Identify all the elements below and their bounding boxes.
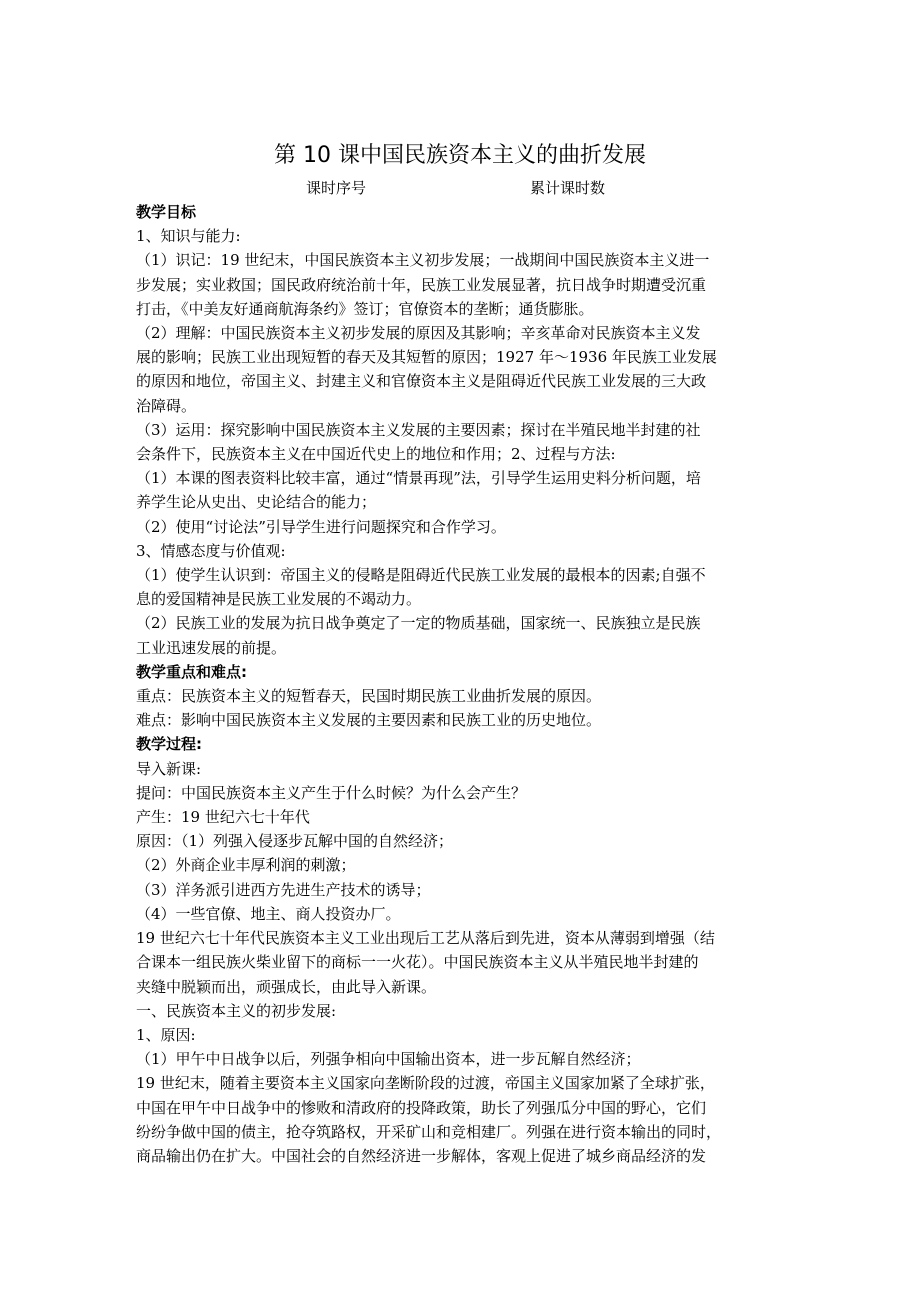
section-heading: 教学过程:: [136, 735, 202, 754]
section-heading: 教学重点和难点:: [136, 662, 247, 681]
text-line: 重点：民族资本主义的短暂春天，民国时期民族工业曲折发展的原因。: [136, 687, 602, 706]
text-line: （3）洋务派引进西方先进生产技术的诱导；: [136, 880, 431, 899]
text-line: 步发展；实业救国；国民政府统治前十年，民族工业发展显著，抗日战争时期遭受沉重: [136, 275, 707, 294]
text-line: （2）理解：中国民族资本主义初步发展的原因及其影响；辛亥革命对民族资本主义发: [136, 324, 701, 343]
text-line: 难点：影响中国民族资本主义发展的主要因素和民族工业的历史地位。: [136, 711, 602, 730]
lesson-order-label: 课时序号: [306, 179, 367, 197]
text-line: 产生：19 世纪六七十年代: [136, 808, 310, 827]
text-line: 打击，《中美友好通商航海条约》签订；官僚资本的垄断；通货膨胀。: [136, 299, 594, 318]
text-line: 提问：中国民族资本主义产生于什么时候？为什么会产生？: [136, 783, 527, 802]
text-line: 的原因和地位，帝国主义、封建主义和官僚资本主义是阻碍近代民族工业发展的三大政: [136, 372, 707, 391]
lesson-meta: [0, 176, 920, 200]
text-line: 19 世纪末，随着主要资本主义国家向垄断阶段的过渡，帝国主义国家加紧了全球扩张，: [136, 1074, 715, 1093]
text-line: 1、原因:: [136, 1025, 196, 1044]
document-body: [136, 200, 786, 1168]
text-line: 中国在甲午中日战争中的惨败和清政府的投降政策，助长了列强瓜分中国的野心，它们: [136, 1098, 707, 1117]
text-line: 一、民族资本主义的初步发展:: [136, 1001, 337, 1020]
text-line: 展的影响；民族工业出现短暂的春天及其短暂的原因；1927 年～1936 年民族工业发展: [136, 348, 717, 367]
text-line: 1、知识与能力:: [136, 227, 241, 246]
text-line: 治障碍。: [136, 396, 197, 415]
text-line: 合课本一组民族火柴业留下的商标一一火花）。中国民族资本主义从半殖民地半封建的: [136, 953, 699, 972]
text-line: （1）甲午中日战争以后，列强争相向中国输出资本，进一步瓦解自然经济；: [136, 1050, 641, 1069]
text-line: （1）识记：19 世纪末，中国民族资本主义初步发展；一战期间中国民族资本主义进一: [136, 251, 710, 270]
text-line: 3、情感态度与价值观:: [136, 541, 286, 560]
text-line: 纷纷争做中国的债主，抢夺筑路权，开采矿山和竞相建厂。列强在进行资本输出的同时，: [136, 1122, 722, 1141]
section-heading: 教学目标: [136, 203, 197, 221]
text-line: 原因：（1）列强入侵逐步瓦解中国的自然经济；: [136, 832, 454, 851]
text-line: （1）本课的图表资料比较丰富，通过“情景再现”法，引导学生运用史料分析问题，培: [136, 469, 701, 488]
text-line: 工业迅速发展的前提。: [136, 638, 287, 657]
text-line: 夹缝中脱颖而出，顽强成长，由此导入新课。: [136, 977, 437, 996]
page-title: 第 10 课中国民族资本主义的曲折发展: [274, 143, 646, 168]
text-line: 19 世纪六七十年代民族资本主义工业出现后工艺从落后到先进，资本从薄弱到增强（结: [136, 929, 715, 948]
text-line: 会条件下，民族资本主义在中国近代史上的地位和作用；2、过程与方法:: [136, 445, 616, 464]
text-line: 商品输出仍在扩大。中国社会的自然经济进一步解体，客观上促进了城乡商品经济的发: [136, 1146, 707, 1165]
text-line: 导入新课:: [136, 759, 202, 778]
text-line: 养学生论从史出、史论结合的能力；: [136, 493, 377, 512]
text-line: （2）使用“讨论法”引导学生进行问题探究和合作学习。: [136, 517, 506, 536]
cumulative-hours-label: 累计课时数: [530, 179, 606, 197]
text-line: （1）使学生认识到：帝国主义的侵略是阻碍近代民族工业发展的最根本的因素;自强不: [136, 566, 706, 585]
text-line: （4）一些官僚、地主、商人投资办厂。: [136, 904, 401, 923]
text-line: 息的爱国精神是民族工业发展的不竭动力。: [136, 590, 422, 609]
text-line: （3）运用：探究影响中国民族资本主义发展的主要因素；探讨在半殖民地半封建的社: [136, 420, 701, 439]
text-line: （2）民族工业的发展为抗日战争奠定了一定的物质基础，国家统一、民族独立是民族: [136, 614, 701, 633]
text-line: （2）外商企业丰厚利润的刺激；: [136, 856, 356, 875]
